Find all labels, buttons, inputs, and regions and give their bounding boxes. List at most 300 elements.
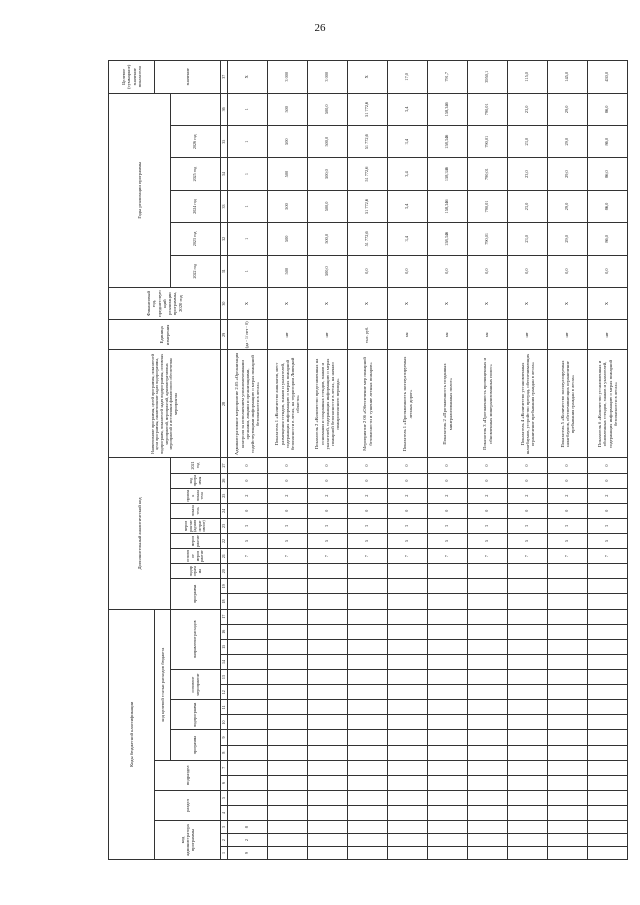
row-name: Показатель 1 «Количество аншлагов, мест размещения стендов, знаков и указателей, содержащих информацию о мерах пожарной безопасности в лесах, на территории Липецкой области» bbox=[268, 350, 308, 458]
admin-code-cell bbox=[388, 821, 428, 834]
index-row bbox=[221, 61, 228, 860]
index-cell: 2 bbox=[221, 834, 228, 847]
row-year-value: 790,01 bbox=[468, 93, 508, 125]
table-row bbox=[548, 61, 588, 860]
code-cell bbox=[428, 670, 468, 685]
code-cell bbox=[508, 790, 548, 805]
code-cell bbox=[348, 745, 388, 760]
row-target: 3 000 bbox=[268, 61, 308, 94]
admin-code-cell bbox=[468, 821, 508, 834]
row-year-value: 158,346 bbox=[428, 190, 468, 222]
code-cell bbox=[508, 639, 548, 654]
code-cell bbox=[548, 639, 588, 654]
row-year-value: 51 772,6 bbox=[348, 158, 388, 190]
row-name: Показатель 2 «Протяженность созданных минерализованных полос» bbox=[428, 350, 468, 458]
row-year-value: 3,4 bbox=[388, 190, 428, 222]
code-cell bbox=[428, 685, 468, 700]
admin-code-cell: 9 bbox=[228, 847, 268, 860]
code-cell bbox=[268, 609, 308, 624]
admin-code-cell bbox=[508, 821, 548, 834]
code-cell bbox=[468, 806, 508, 821]
header-years: Годы реализации программы bbox=[109, 93, 171, 287]
code-cell bbox=[308, 730, 348, 745]
table-row bbox=[468, 61, 508, 860]
row-fin-year: X bbox=[548, 287, 588, 319]
admin-code-cell bbox=[388, 834, 428, 847]
row-name: Показатель 2 «Количество представленных на основании и сохранных стендов, знаков и указателей, содержащих информацию о мерах пожарной безопасности в лесах, на начало пожароопасного периода» bbox=[308, 350, 348, 458]
index-cell: 15 bbox=[221, 639, 228, 654]
code-cell bbox=[308, 564, 348, 579]
table-body bbox=[109, 61, 628, 860]
code-cell bbox=[548, 654, 588, 669]
row-year-value: 1 bbox=[228, 126, 268, 158]
admin-code-cell bbox=[308, 821, 348, 834]
row-fin-year: X bbox=[348, 287, 388, 319]
row-unit: (да - 1/ нет - 0) bbox=[228, 320, 268, 350]
code-cell: 0 bbox=[268, 473, 308, 488]
row-fin-year: X bbox=[428, 287, 468, 319]
code-cell bbox=[388, 654, 428, 669]
code-cell bbox=[228, 806, 268, 821]
row-fin-year: X bbox=[268, 287, 308, 319]
code-cell bbox=[468, 730, 508, 745]
code-cell bbox=[428, 806, 468, 821]
index-cell: 36 bbox=[221, 93, 228, 125]
row-year-value: 29,0 bbox=[548, 126, 588, 158]
code-cell bbox=[308, 609, 348, 624]
code-cell: 0 bbox=[428, 503, 468, 518]
row-year-value: 51 772,6 bbox=[348, 190, 388, 222]
index-cell: 24 bbox=[221, 503, 228, 518]
code-cell bbox=[388, 639, 428, 654]
code-cell: 0 bbox=[228, 473, 268, 488]
code-cell bbox=[268, 715, 308, 730]
row-year-value: 0,0 bbox=[508, 255, 548, 287]
header-unit: Единица измерения bbox=[109, 320, 221, 350]
code-cell bbox=[588, 670, 628, 685]
code-cell bbox=[548, 730, 588, 745]
code-cell bbox=[348, 730, 388, 745]
code-cell: 0 bbox=[428, 473, 468, 488]
code-cell bbox=[388, 670, 428, 685]
code-cell bbox=[588, 579, 628, 594]
code-cell bbox=[428, 775, 468, 790]
code-cell: 7 bbox=[228, 549, 268, 564]
code-cell bbox=[308, 700, 348, 715]
row-target: X bbox=[228, 61, 268, 94]
code-cell: 2 bbox=[348, 488, 388, 503]
code-cell: 2 bbox=[268, 488, 308, 503]
row-target: 115,0 bbox=[508, 61, 548, 94]
row-year-value: 500,0 bbox=[308, 255, 348, 287]
row-year-value: 500 bbox=[268, 255, 308, 287]
code-cell: 0 bbox=[268, 503, 308, 518]
admin-code-cell bbox=[308, 847, 348, 860]
code-cell bbox=[468, 594, 508, 609]
code-cell bbox=[588, 564, 628, 579]
code-cell bbox=[308, 579, 348, 594]
code-cell bbox=[268, 579, 308, 594]
code-cell bbox=[468, 685, 508, 700]
code-cell bbox=[548, 760, 588, 775]
code-cell: 0 bbox=[348, 473, 388, 488]
code-cell bbox=[228, 760, 268, 775]
code-cell bbox=[508, 624, 548, 639]
code-cell: 2 bbox=[548, 488, 588, 503]
code-cell bbox=[228, 715, 268, 730]
row-year-value: 790,01 bbox=[468, 158, 508, 190]
header-type: признак показателя bbox=[171, 488, 221, 503]
index-cell: 17 bbox=[221, 609, 228, 624]
row-year-value: 3,4 bbox=[388, 93, 428, 125]
code-cell: 0 bbox=[588, 503, 628, 518]
code-cell: 0 bbox=[508, 503, 548, 518]
code-cell: 0 bbox=[268, 458, 308, 473]
admin-code-cell bbox=[548, 847, 588, 860]
index-cell: 12 bbox=[221, 685, 228, 700]
code-cell bbox=[268, 654, 308, 669]
code-cell bbox=[268, 730, 308, 745]
code-cell bbox=[348, 715, 388, 730]
row-year-value: 1 bbox=[228, 158, 268, 190]
admin-code-cell bbox=[468, 847, 508, 860]
row-unit: км bbox=[388, 320, 428, 350]
code-cell bbox=[308, 775, 348, 790]
index-cell: 9 bbox=[221, 730, 228, 745]
row-unit: шт bbox=[308, 320, 348, 350]
table-row bbox=[308, 61, 348, 860]
code-cell: 0 bbox=[388, 503, 428, 518]
code-cell bbox=[548, 685, 588, 700]
code-cell bbox=[228, 609, 268, 624]
code-cell bbox=[428, 654, 468, 669]
header-program-code: программа bbox=[171, 579, 221, 609]
code-cell bbox=[588, 745, 628, 760]
code-cell bbox=[428, 790, 468, 805]
code-cell bbox=[388, 760, 428, 775]
admin-code-cell bbox=[428, 821, 468, 834]
code-cell: 5 bbox=[228, 533, 268, 548]
row-year-value: 1 bbox=[228, 190, 268, 222]
code-cell: 3 bbox=[548, 518, 588, 533]
row-unit: шт bbox=[508, 320, 548, 350]
code-cell bbox=[508, 654, 548, 669]
admin-code-cell bbox=[428, 847, 468, 860]
code-cell: 5 bbox=[548, 533, 588, 548]
row-year-value: 29,0 bbox=[548, 190, 588, 222]
code-cell: 0 bbox=[548, 503, 588, 518]
code-cell bbox=[548, 806, 588, 821]
code-cell: 0 bbox=[468, 473, 508, 488]
admin-code-cell bbox=[268, 821, 308, 834]
header-budget-codes: Коды бюджетной классификации bbox=[109, 609, 155, 859]
code-cell: 7 bbox=[428, 549, 468, 564]
header-row-3 bbox=[171, 61, 221, 860]
code-cell bbox=[468, 654, 508, 669]
code-cell bbox=[228, 700, 268, 715]
code-cell bbox=[348, 564, 388, 579]
code-cell bbox=[428, 700, 468, 715]
code-cell bbox=[548, 790, 588, 805]
table-row bbox=[508, 61, 548, 860]
admin-code-cell bbox=[588, 834, 628, 847]
header-year-1: 2021 год bbox=[171, 458, 221, 473]
code-cell bbox=[428, 594, 468, 609]
code-cell bbox=[588, 715, 628, 730]
row-year-value: 500,0 bbox=[308, 126, 348, 158]
admin-code-cell bbox=[348, 834, 388, 847]
code-cell bbox=[508, 579, 548, 594]
row-year-value: 3,4 bbox=[388, 158, 428, 190]
page-number: 26 bbox=[314, 22, 326, 34]
code-cell bbox=[588, 730, 628, 745]
code-cell: 0 bbox=[388, 458, 428, 473]
header-subprogram-2: подпрограмма bbox=[171, 564, 221, 579]
code-cell bbox=[508, 730, 548, 745]
code-cell bbox=[388, 745, 428, 760]
row-target: 791,7 bbox=[428, 61, 468, 94]
code-cell: 0 bbox=[348, 503, 388, 518]
code-cell bbox=[308, 806, 348, 821]
code-cell: 2 bbox=[508, 488, 548, 503]
code-cell bbox=[308, 790, 348, 805]
code-cell: 7 bbox=[508, 549, 548, 564]
index-cell: 29 bbox=[221, 320, 228, 350]
code-cell: 0 bbox=[308, 458, 348, 473]
row-year-value: 0,0 bbox=[548, 255, 588, 287]
code-cell: 0 bbox=[428, 458, 468, 473]
row-year-value: 51 772,6 bbox=[348, 93, 388, 125]
code-cell bbox=[588, 685, 628, 700]
code-cell bbox=[588, 624, 628, 639]
row-year-value: 500,0 bbox=[308, 93, 348, 125]
code-cell bbox=[268, 685, 308, 700]
row-year-value: 500 bbox=[268, 126, 308, 158]
index-cell: 22 bbox=[221, 533, 228, 548]
row-year-value: 790,01 bbox=[468, 190, 508, 222]
code-cell bbox=[348, 775, 388, 790]
code-cell bbox=[228, 594, 268, 609]
code-cell bbox=[388, 715, 428, 730]
admin-code-cell bbox=[588, 821, 628, 834]
code-cell bbox=[348, 579, 388, 594]
row-year-value: 0,0 bbox=[348, 255, 388, 287]
index-cell: 23 bbox=[221, 518, 228, 533]
header-owner: код программы bbox=[171, 473, 221, 488]
index-cell: 3 bbox=[221, 821, 228, 834]
index-cell: 37 bbox=[221, 61, 228, 94]
row-year-value: 158,346 bbox=[428, 93, 468, 125]
header-year-3: 2023 год bbox=[171, 223, 221, 255]
code-cell: 2 bbox=[308, 488, 348, 503]
row-fin-year: X bbox=[388, 287, 428, 319]
index-cell: 18 bbox=[221, 594, 228, 609]
header-meropr: мероприятие bbox=[171, 533, 221, 548]
row-year-value: 158,346 bbox=[428, 126, 468, 158]
code-cell bbox=[428, 760, 468, 775]
code-cell bbox=[388, 594, 428, 609]
code-cell bbox=[308, 760, 348, 775]
table-row bbox=[388, 61, 428, 860]
admin-code-cell bbox=[268, 834, 308, 847]
code-cell: 5 bbox=[268, 533, 308, 548]
row-target: 3950,1 bbox=[468, 61, 508, 94]
code-cell bbox=[468, 700, 508, 715]
row-name: Показатель 1 «Протяженность эксплуатируемых лесных дорог» bbox=[388, 350, 428, 458]
row-year-value: 23,0 bbox=[508, 158, 548, 190]
header-year-4: 2024 год bbox=[171, 190, 221, 222]
code-cell bbox=[548, 715, 588, 730]
index-cell: 10 bbox=[221, 715, 228, 730]
row-year-value: 29,0 bbox=[548, 93, 588, 125]
admin-code-cell bbox=[268, 847, 308, 860]
index-cell: 32 bbox=[221, 223, 228, 255]
code-cell bbox=[348, 700, 388, 715]
row-year-value: 51 772,6 bbox=[348, 126, 388, 158]
row-year-value: 1 bbox=[228, 255, 268, 287]
index-cell: 34 bbox=[221, 158, 228, 190]
code-cell bbox=[268, 806, 308, 821]
code-cell bbox=[268, 624, 308, 639]
code-cell bbox=[508, 775, 548, 790]
code-cell bbox=[228, 790, 268, 805]
code-cell bbox=[228, 730, 268, 745]
code-cell bbox=[228, 624, 268, 639]
code-cell: 0 bbox=[308, 503, 348, 518]
code-cell: 0 bbox=[468, 503, 508, 518]
admin-code-cell bbox=[428, 834, 468, 847]
code-cell bbox=[388, 685, 428, 700]
header-razdel: раздел bbox=[155, 790, 221, 820]
index-cell: 1 bbox=[221, 847, 228, 860]
admin-code-cell bbox=[348, 821, 388, 834]
row-fin-year: X bbox=[588, 287, 628, 319]
row-fin-year: X bbox=[308, 287, 348, 319]
code-cell bbox=[348, 760, 388, 775]
row-year-value: 0,0 bbox=[468, 255, 508, 287]
code-cell: 0 bbox=[228, 503, 268, 518]
row-year-value: 86,0 bbox=[588, 93, 628, 125]
code-cell bbox=[348, 685, 388, 700]
row-year-value: 86,0 bbox=[588, 158, 628, 190]
code-cell bbox=[428, 609, 468, 624]
index-cell: 35 bbox=[221, 126, 228, 158]
index-cell: 8 bbox=[221, 745, 228, 760]
admin-code-cell bbox=[388, 847, 428, 860]
row-year-value: 86,0 bbox=[588, 190, 628, 222]
code-cell: 5 bbox=[428, 533, 468, 548]
row-name: Показатель 6 «Количество установленных и обновленных стендов, знаков и указателей, содержащих информацию о мерах пожарной безопасности в лесах» bbox=[588, 350, 628, 458]
row-year-value: 500 bbox=[268, 93, 308, 125]
code-cell bbox=[508, 715, 548, 730]
row-year-value: 500,0 bbox=[308, 158, 348, 190]
code-cell: 3 bbox=[508, 518, 548, 533]
row-fin-year: X bbox=[228, 287, 268, 319]
code-cell: 5 bbox=[308, 533, 348, 548]
code-cell bbox=[548, 670, 588, 685]
code-cell bbox=[268, 700, 308, 715]
code-cell bbox=[548, 745, 588, 760]
row-name: Мероприятие 2 06 «Обеспечение мер пожарной безопасности и тушение лесных пожаров» bbox=[348, 350, 388, 458]
code-cell bbox=[468, 745, 508, 760]
row-year-value: 23,0 bbox=[508, 223, 548, 255]
admin-code-cell: 8 bbox=[228, 821, 268, 834]
row-year-value: 500 bbox=[268, 158, 308, 190]
index-cell: 27 bbox=[221, 458, 228, 473]
code-cell bbox=[268, 670, 308, 685]
table-row bbox=[348, 61, 388, 860]
row-name: Показатель 5 «Количество эксплуатируемых шлагбаумов, обеспечивающих ограничение пребывания граждан в лесах» bbox=[548, 350, 588, 458]
code-cell bbox=[548, 700, 588, 715]
index-cell: 4 bbox=[221, 806, 228, 821]
code-cell bbox=[508, 609, 548, 624]
code-cell: 0 bbox=[228, 458, 268, 473]
code-cell bbox=[268, 745, 308, 760]
row-unit: км bbox=[428, 320, 468, 350]
row-year-value: 158,346 bbox=[428, 223, 468, 255]
row-name: Показатель 4 «Количество установленных шлагбаумов, устройство преград, обеспечивающих ограничение пребывания граждан в лесах» bbox=[508, 350, 548, 458]
header-extra-code: Дополнительный аналитический код bbox=[109, 458, 171, 609]
code-cell bbox=[468, 790, 508, 805]
code-cell: 0 bbox=[548, 458, 588, 473]
code-cell bbox=[268, 639, 308, 654]
code-cell bbox=[348, 790, 388, 805]
admin-code-cell bbox=[508, 847, 548, 860]
code-cell bbox=[548, 564, 588, 579]
code-cell bbox=[588, 594, 628, 609]
code-cell bbox=[508, 594, 548, 609]
code-cell bbox=[588, 639, 628, 654]
row-year-value: 86,0 bbox=[588, 223, 628, 255]
code-cell bbox=[468, 609, 508, 624]
code-cell: 3 bbox=[348, 518, 388, 533]
header-main-event: основное мероприятие bbox=[171, 670, 221, 700]
row-year-value: 500,0 bbox=[308, 223, 348, 255]
code-cell bbox=[228, 670, 268, 685]
code-cell bbox=[348, 639, 388, 654]
index-cell: 7 bbox=[221, 760, 228, 775]
header-fin-year: Финансовый год, предшествующий реализации программы, 2020 год bbox=[109, 287, 221, 319]
index-cell: 13 bbox=[221, 670, 228, 685]
code-cell bbox=[508, 700, 548, 715]
code-cell bbox=[588, 609, 628, 624]
code-cell bbox=[308, 639, 348, 654]
code-cell bbox=[468, 775, 508, 790]
code-cell bbox=[548, 775, 588, 790]
admin-code-cell bbox=[348, 847, 388, 860]
row-year-value: 0,0 bbox=[388, 255, 428, 287]
code-cell bbox=[468, 579, 508, 594]
code-cell bbox=[228, 745, 268, 760]
row-year-value: 3,4 bbox=[388, 126, 428, 158]
code-cell bbox=[308, 594, 348, 609]
code-cell bbox=[548, 594, 588, 609]
row-target: X bbox=[348, 61, 388, 94]
code-cell: 7 bbox=[348, 549, 388, 564]
code-cell: 7 bbox=[468, 549, 508, 564]
row-unit: шт bbox=[268, 320, 308, 350]
code-cell bbox=[308, 715, 348, 730]
code-cell: 2 bbox=[428, 488, 468, 503]
code-cell bbox=[428, 579, 468, 594]
code-cell bbox=[388, 790, 428, 805]
header-row-1 bbox=[109, 61, 155, 860]
row-year-value: 500 bbox=[268, 223, 308, 255]
code-cell: 5 bbox=[508, 533, 548, 548]
code-cell bbox=[268, 594, 308, 609]
index-cell: 21 bbox=[221, 549, 228, 564]
code-cell bbox=[388, 609, 428, 624]
